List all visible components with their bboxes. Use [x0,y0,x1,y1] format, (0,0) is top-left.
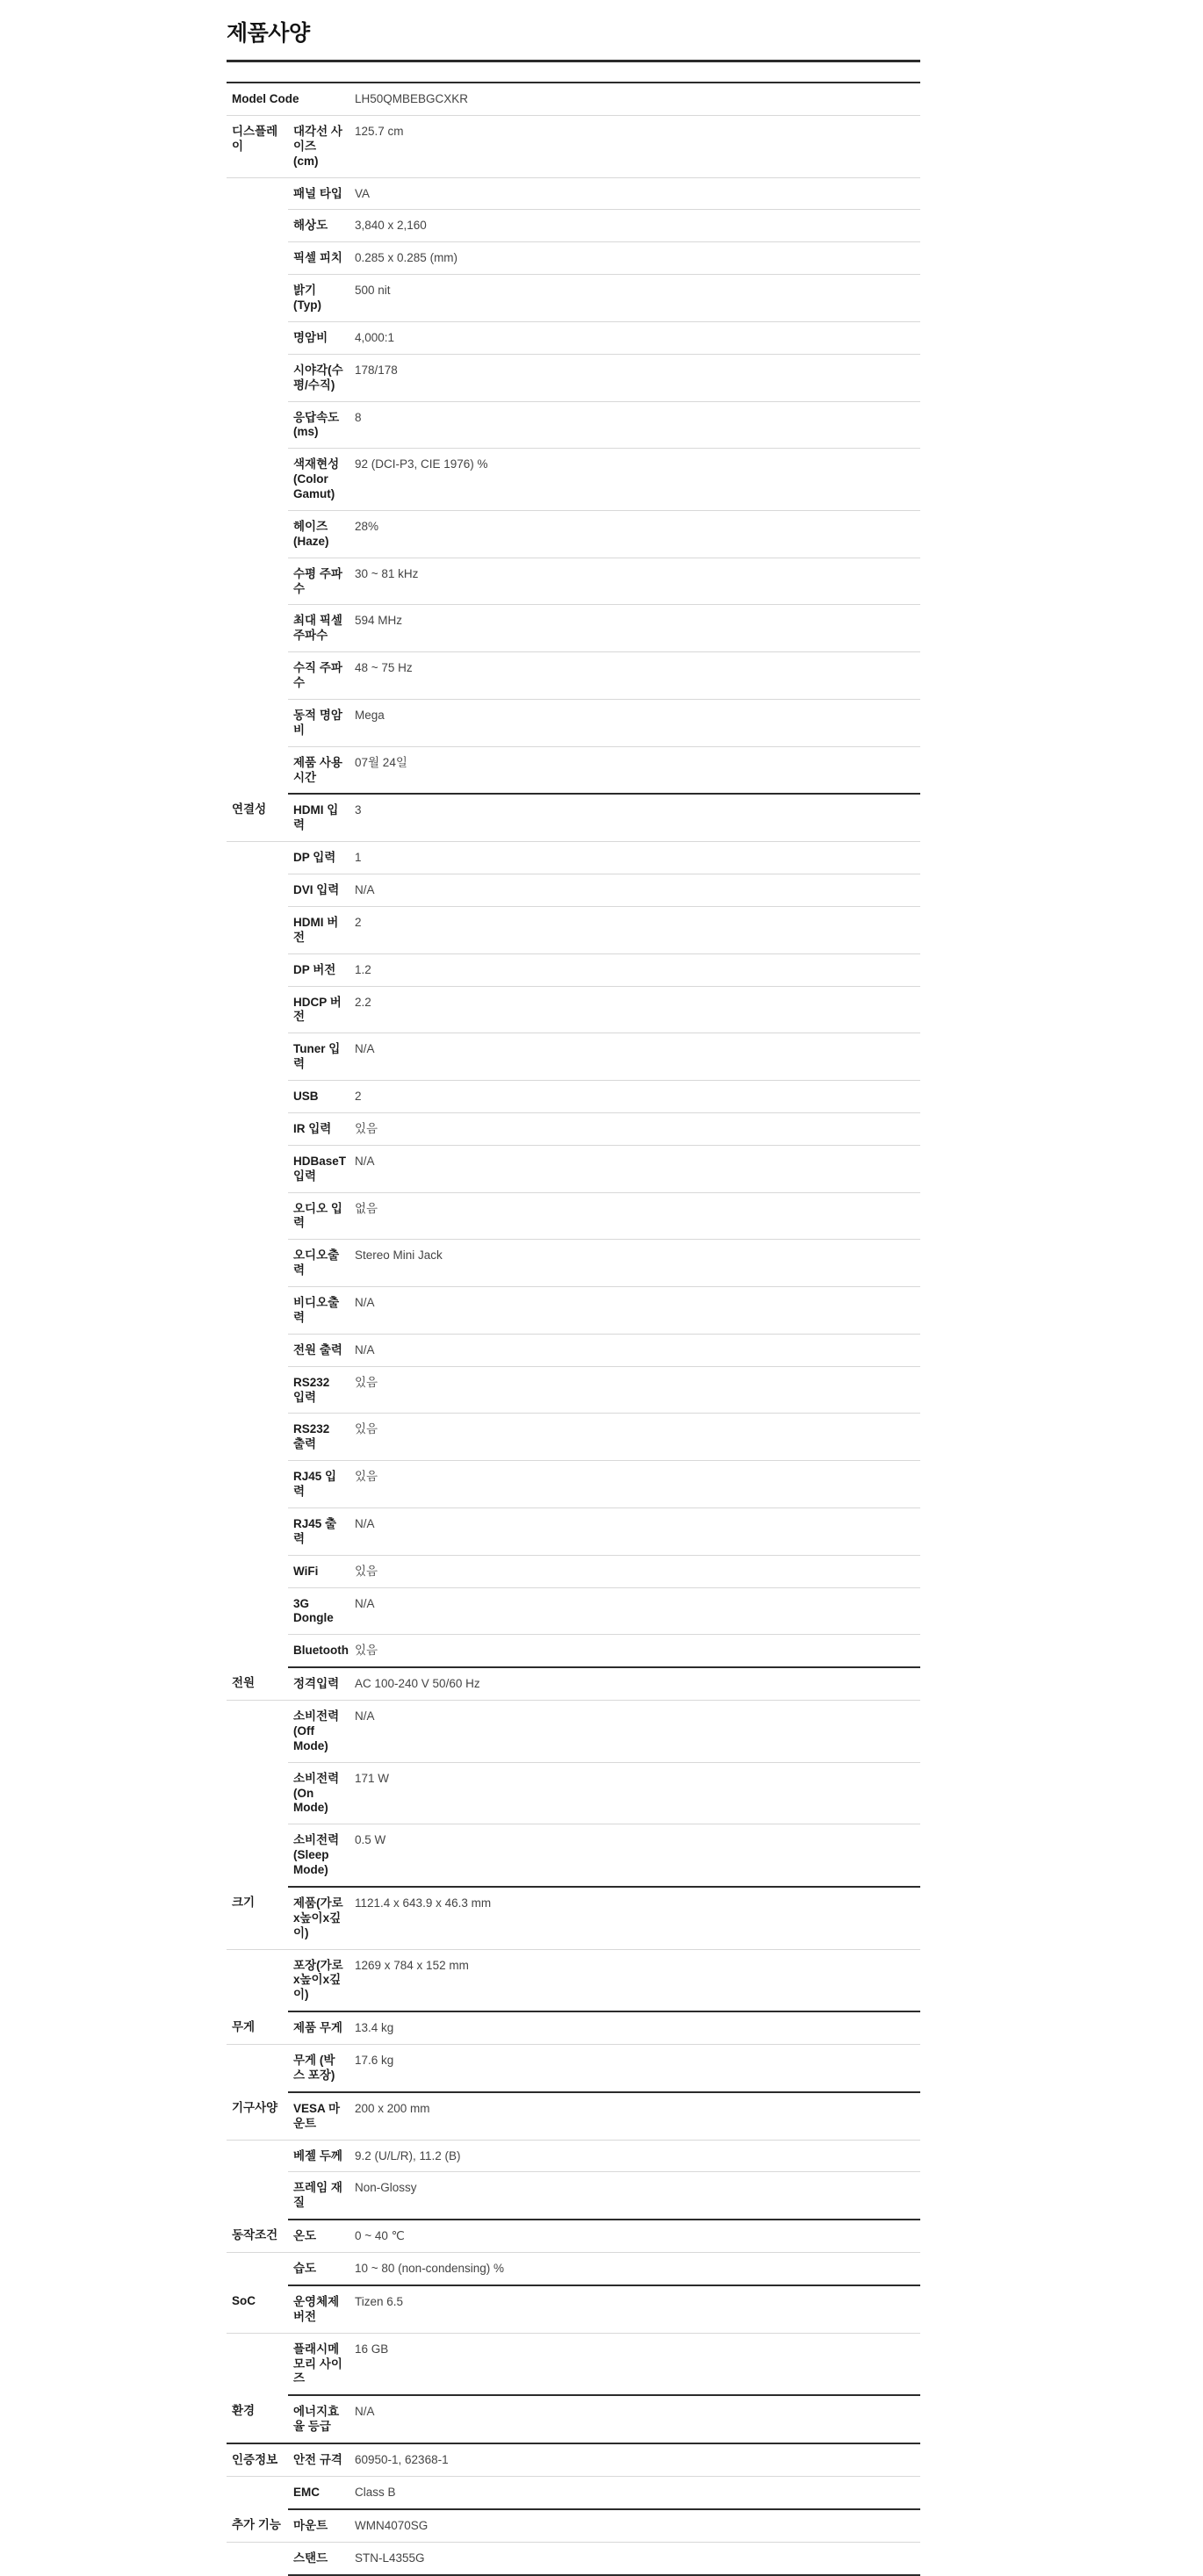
table-row [227,1461,920,1508]
table-row [227,1887,920,1949]
table-row [227,2140,920,2172]
spec-item-label: USB [288,1081,349,1113]
spec-item-value: 3,840 x 2,160 [349,210,920,242]
spec-category: 기구사양 [227,2092,288,2140]
table-row [227,1507,920,1555]
table-row [227,1112,920,1145]
spec-category: 전원 [227,1667,288,1700]
spec-item-value: Stereo Mini Jack [349,1240,920,1287]
spec-item-value: 0.5 W [349,1824,920,1887]
spec-item-label: 베젤 두께 [288,2140,349,2172]
table-row [227,401,920,449]
spec-category [227,242,288,275]
table-row [227,1334,920,1366]
spec-item-label: EMC [288,2476,349,2508]
spec-item-label: 픽셀 피치 [288,242,349,275]
spec-item-value: 2 [349,1081,920,1113]
spec-item-value: AC 100-240 V 50/60 Hz [349,1667,920,1700]
spec-item-label: DP 입력 [288,842,349,874]
spec-category [227,1949,288,2011]
spec-item-value: N/A [349,2395,920,2443]
spec-item-value: Non-Glossy [349,2172,920,2220]
spec-category [227,2476,288,2508]
spec-item-value: 48 ~ 75 Hz [349,652,920,700]
spec-item-label: 헤이즈(Haze) [288,510,349,558]
table-row [227,1287,920,1335]
table-row [227,210,920,242]
spec-category [227,1701,288,1763]
spec-category: 추가 기능 [227,2509,288,2542]
spec-item-value: 125.7 cm [349,115,920,177]
table-row [227,986,920,1033]
spec-item-value: 있음 [349,1366,920,1414]
spec-item-label: 제품(가로x높이x깊이) [288,1887,349,1949]
spec-item-label: 전원 출력 [288,1334,349,1366]
spec-item-label: WiFi [288,1555,349,1587]
table-row [227,2333,920,2395]
spec-category [227,746,288,794]
table-row [227,1366,920,1414]
spec-category [227,874,288,907]
spec-item-label: 온도 [288,2220,349,2252]
spec-item-label: HDCP 버전 [288,986,349,1033]
spec-category [227,953,288,986]
spec-item-value: 17.6 kg [349,2045,920,2092]
spec-item-value: N/A [349,874,920,907]
spec-item-label: 운영체제 버전 [288,2285,349,2333]
spec-item-value: 3 [349,794,920,841]
spec-category [227,1033,288,1081]
spec-item-value: N/A [349,1145,920,1192]
spec-item-value: 594 MHz [349,605,920,652]
spec-item-label: 마운트 [288,2509,349,2542]
table-row [227,1635,920,1667]
spec-category [227,2333,288,2395]
spec-category [227,1366,288,1414]
table-row [227,1081,920,1113]
spec-category: 디스플레이 [227,115,288,177]
spec-item-label: RS232 출력 [288,1414,349,1461]
spec-category [227,906,288,953]
spec-category [227,2542,288,2574]
table-row [227,1033,920,1081]
spec-category: 인증정보 [227,2443,288,2476]
spec-category [227,1192,288,1240]
table-row [227,2172,920,2220]
spec-item-label: HDMI 입력 [288,794,349,841]
table-row [227,1192,920,1240]
spec-item-value: Tizen 6.5 [349,2285,920,2333]
spec-item-value: 500 nit [349,275,920,322]
table-row [227,1240,920,1287]
spec-category [227,1635,288,1667]
spec-category [227,1145,288,1192]
table-row [227,1762,920,1824]
table-row [227,2542,920,2574]
table-row [227,2395,920,2443]
spec-item-value: N/A [349,1033,920,1081]
spec-item-value: 1 [349,842,920,874]
spec-category [227,1507,288,1555]
spec-category [227,321,288,354]
spec-item-value: 1269 x 784 x 152 mm [349,1949,920,2011]
spec-item-label: 소비전력 (Sleep Mode) [288,1824,349,1887]
table-row [227,794,920,841]
spec-category: 크기 [227,1887,288,1949]
table-row [227,354,920,401]
spec-item-value: 있음 [349,1461,920,1508]
spec-category [227,354,288,401]
table-row [227,177,920,210]
spec-item-label: HDBaseT 입력 [288,1145,349,1192]
spec-item-label: Bluetooth [288,1635,349,1667]
table-row [227,1587,920,1635]
spec-item-value: 171 W [349,1762,920,1824]
spec-category [227,1555,288,1587]
spec-category [227,1287,288,1335]
table-row [227,2092,920,2140]
spec-category [227,1762,288,1824]
table-row [227,1701,920,1763]
spec-item-value: 1121.4 x 643.9 x 46.3 mm [349,1887,920,1949]
spec-category [227,652,288,700]
table-row [227,1555,920,1587]
spec-item-label: 패널 타입 [288,177,349,210]
spec-item-label: 응답속도 (ms) [288,401,349,449]
spec-category [227,401,288,449]
spec-category: 연결성 [227,794,288,841]
table-row [227,242,920,275]
spec-item-label: 최대 픽셀 주파수 [288,605,349,652]
spec-item-label: DVI 입력 [288,874,349,907]
spec-item-label: 안전 규격 [288,2443,349,2476]
model-code-label: Model Code [227,83,349,115]
spec-item-value: 28% [349,510,920,558]
table-row [227,874,920,907]
spec-item-value: N/A [349,1587,920,1635]
spec-item-label: 습도 [288,2253,349,2285]
spec-table [227,82,920,2576]
table-row [227,321,920,354]
spec-category [227,1112,288,1145]
table-row [227,1145,920,1192]
table-row [227,510,920,558]
table-row [227,906,920,953]
spec-item-value: N/A [349,1334,920,1366]
spec-category [227,1587,288,1635]
spec-item-label: 오디오 입력 [288,1192,349,1240]
spec-category [227,1240,288,1287]
spec-item-value: 92 (DCI-P3, CIE 1976) % [349,449,920,511]
spec-item-label: 포장(가로x높이x깊이) [288,1949,349,2011]
table-row [227,2285,920,2333]
spec-item-label: 소비전력 (On Mode) [288,1762,349,1824]
spec-item-label: 오디오출력 [288,1240,349,1287]
spec-item-value: 200 x 200 mm [349,2092,920,2140]
spec-item-value: 178/178 [349,354,920,401]
table-row [227,2476,920,2508]
spec-item-value: 있음 [349,1414,920,1461]
table-row [227,842,920,874]
table-row [227,1949,920,2011]
spec-item-label: 색재현성(Color Gamut) [288,449,349,511]
spec-category [227,699,288,746]
spec-category: 동작조건 [227,2220,288,2252]
table-row [227,652,920,700]
spec-item-value: 13.4 kg [349,2011,920,2044]
table-row [227,605,920,652]
table-row [227,2011,920,2044]
spec-item-value: 4,000:1 [349,321,920,354]
table-row [227,558,920,605]
spec-item-value: 2.2 [349,986,920,1033]
spec-item-label: RJ45 출력 [288,1507,349,1555]
spec-item-label: 무게 (박스 포장) [288,2045,349,2092]
spec-item-value: 있음 [349,1635,920,1667]
spec-item-label: 명암비 [288,321,349,354]
spec-item-label: 소비전력 (Off Mode) [288,1701,349,1763]
spec-item-label: RJ45 입력 [288,1461,349,1508]
spec-item-value: 있음 [349,1112,920,1145]
spec-item-label: 수평 주파수 [288,558,349,605]
spec-category [227,2045,288,2092]
spec-category [227,2140,288,2172]
spec-item-label: 수직 주파수 [288,652,349,700]
spec-item-value: 30 ~ 81 kHz [349,558,920,605]
spec-category [227,449,288,511]
spec-item-value: WMN4070SG [349,2509,920,2542]
title-divider [227,60,920,62]
spec-item-value: Mega [349,699,920,746]
spec-category [227,510,288,558]
spec-item-label: 스탠드 [288,2542,349,2574]
table-row [227,953,920,986]
spec-category [227,1334,288,1366]
spec-item-value: N/A [349,1701,920,1763]
spec-item-value: 없음 [349,1192,920,1240]
spec-category [227,2172,288,2220]
spec-category [227,842,288,874]
table-row [227,2253,920,2285]
spec-category [227,1414,288,1461]
table-row [227,2443,920,2476]
spec-item-label: Tuner 입력 [288,1033,349,1081]
spec-table-body [227,83,920,2575]
spec-item-label: HDMI 버전 [288,906,349,953]
table-row [227,1824,920,1887]
spec-item-label: 대각선 사이즈 (cm) [288,115,349,177]
spec-item-label: VESA 마운트 [288,2092,349,2140]
table-row [227,275,920,322]
spec-item-label: 밝기 (Typ) [288,275,349,322]
spec-item-label: 제품 무게 [288,2011,349,2044]
spec-item-value: Class B [349,2476,920,2508]
spec-category [227,1081,288,1113]
table-row [227,83,920,115]
spec-category: 환경 [227,2395,288,2443]
spec-category [227,1461,288,1508]
spec-item-label: 프레임 재질 [288,2172,349,2220]
spec-item-label: IR 입력 [288,1112,349,1145]
spec-category: SoC [227,2285,288,2333]
spec-item-label: RS232 입력 [288,1366,349,1414]
spec-item-value: 1.2 [349,953,920,986]
spec-category [227,275,288,322]
spec-item-value: 07월 24일 [349,746,920,794]
spec-item-label: 정격입력 [288,1667,349,1700]
spec-item-label: 플래시메모리 사이즈 [288,2333,349,2395]
table-row [227,449,920,511]
table-row [227,1414,920,1461]
spec-item-value: N/A [349,1287,920,1335]
spec-item-value: STN-L4355G [349,2542,920,2574]
table-row [227,1667,920,1700]
spec-category [227,605,288,652]
spec-item-value: 9.2 (U/L/R), 11.2 (B) [349,2140,920,2172]
spec-item-label: 비디오출력 [288,1287,349,1335]
spec-item-value: VA [349,177,920,210]
spec-category [227,986,288,1033]
table-row [227,2509,920,2542]
spec-section [227,16,920,2576]
spec-item-value: 있음 [349,1555,920,1587]
spec-category [227,177,288,210]
table-row [227,2045,920,2092]
spec-category [227,2253,288,2285]
spec-item-label: DP 버전 [288,953,349,986]
spec-item-value: 16 GB [349,2333,920,2395]
spec-category: 무게 [227,2011,288,2044]
spec-item-value: N/A [349,1507,920,1555]
spec-item-value: 60950-1, 62368-1 [349,2443,920,2476]
spec-item-value: 0.285 x 0.285 (mm) [349,242,920,275]
spec-item-label: 제품 사용 시간 [288,746,349,794]
spec-category [227,558,288,605]
spec-item-value: 10 ~ 80 (non-condensing) % [349,2253,920,2285]
spec-item-label: 시야각(수평/수직) [288,354,349,401]
spec-item-label: 해상도 [288,210,349,242]
page-title: 제품사양 [227,21,310,46]
spec-item-value: 0 ~ 40 ℃ [349,2220,920,2252]
table-row [227,699,920,746]
spec-item-label: 동적 명암비 [288,699,349,746]
spec-item-value: 2 [349,906,920,953]
spec-item-label: 에너지효율 등급 [288,2395,349,2443]
table-row [227,746,920,794]
table-row [227,115,920,177]
spec-category [227,210,288,242]
spec-item-value: 8 [349,401,920,449]
spec-category [227,1824,288,1887]
model-code-value: LH50QMBEBGCXKR [349,83,920,115]
spec-item-label: 3G Dongle [288,1587,349,1635]
